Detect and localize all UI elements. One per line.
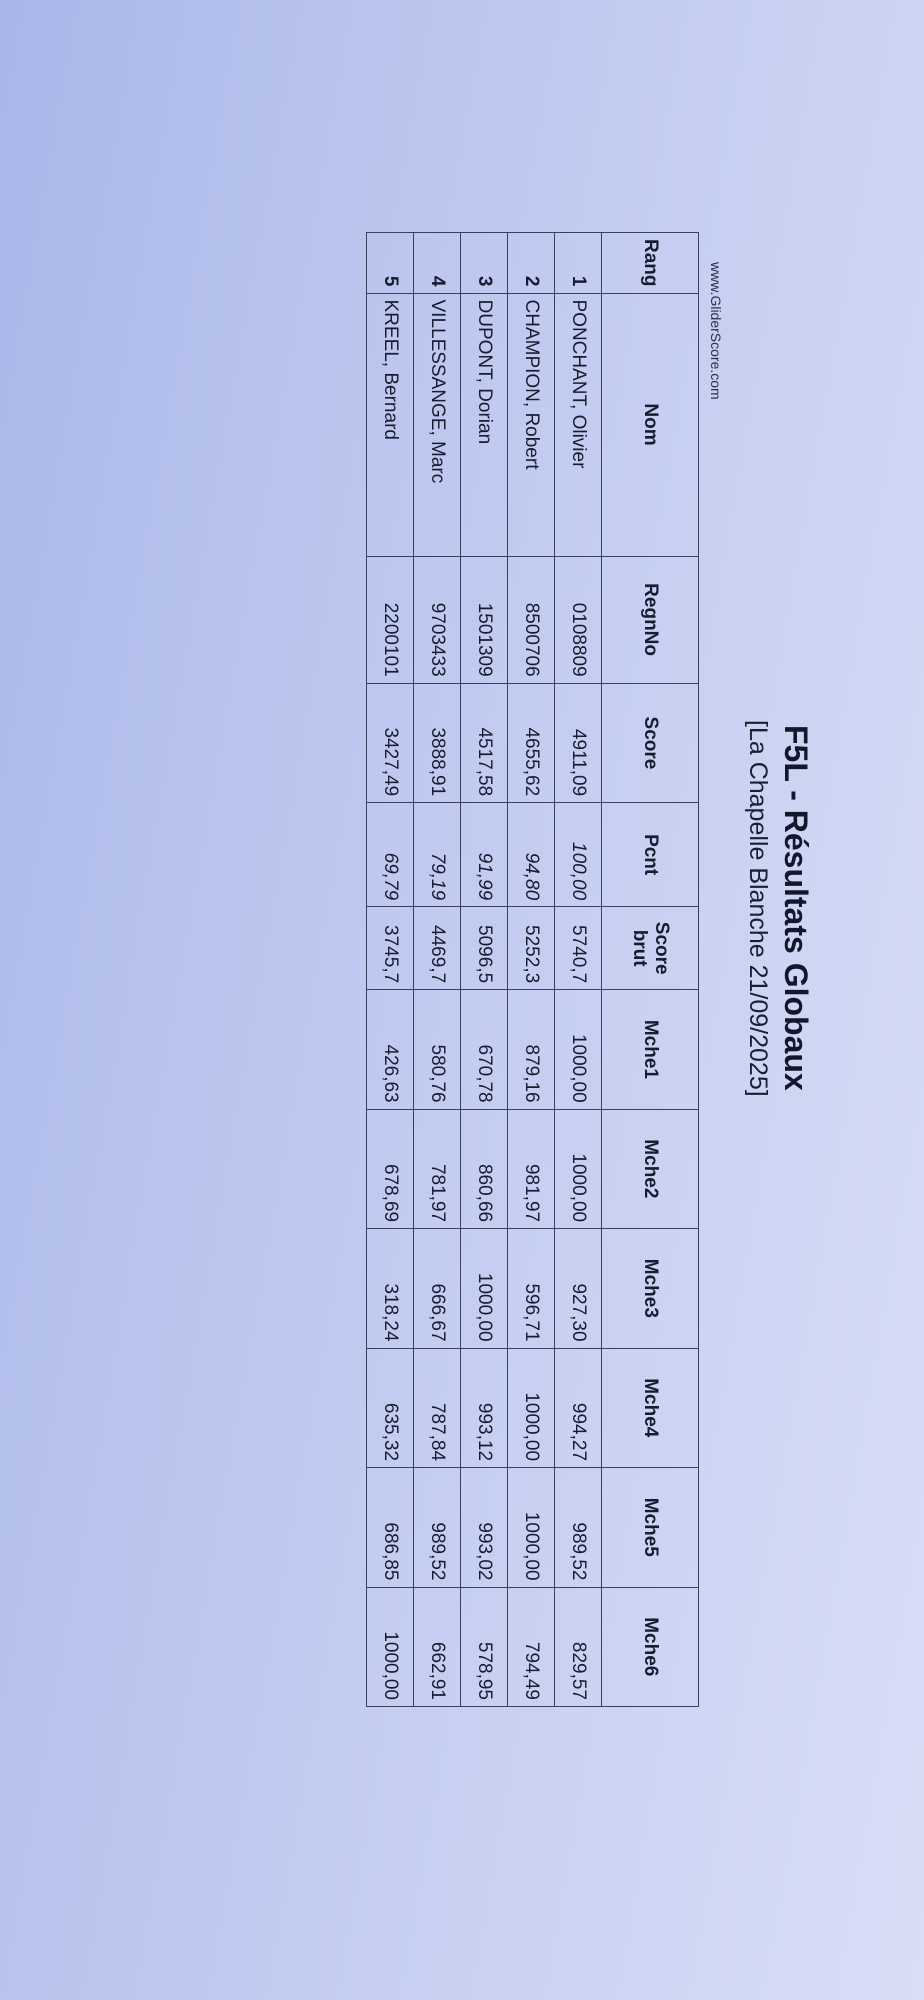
cell-mche2: 1000,00 xyxy=(555,1109,602,1228)
table-row xyxy=(555,233,602,1707)
cell-mche6: 662,91 xyxy=(414,1587,461,1706)
cell-mche3: 1000,00 xyxy=(461,1229,508,1348)
cell-regnno: 1501309 xyxy=(461,556,508,683)
table-row xyxy=(367,233,414,1707)
cell-mche2: 678,69 xyxy=(367,1109,414,1228)
header-rang: Rang xyxy=(602,233,699,294)
cell-mche4: 994,27 xyxy=(555,1348,602,1467)
cell-regnno: 2200101 xyxy=(367,556,414,683)
cell-mche5: 686,85 xyxy=(367,1468,414,1587)
cell-mche1: 1000,00 xyxy=(555,990,602,1109)
cell-score: 3888,91 xyxy=(414,683,461,802)
cell-rang: 2 xyxy=(508,233,555,294)
cell-nom: DUPONT, Dorian xyxy=(461,293,508,556)
cell-mche3: 666,67 xyxy=(414,1229,461,1348)
cell-mche6: 1000,00 xyxy=(367,1587,414,1706)
cell-pcnt: 91,99 xyxy=(461,803,508,907)
source-url: www.GliderScore.com xyxy=(708,262,724,400)
cell-nom: PONCHANT, Olivier xyxy=(555,293,602,556)
document-title: F5L - Résultats Globaux xyxy=(778,725,814,1091)
cell-mche4: 787,84 xyxy=(414,1348,461,1467)
cell-rang: 1 xyxy=(555,233,602,294)
header-mche1: Mche1 xyxy=(602,990,699,1109)
cell-score: 4655,62 xyxy=(508,683,555,802)
cell-score-brut: 5740,7 xyxy=(555,907,602,990)
cell-mche3: 596,71 xyxy=(508,1229,555,1348)
header-score: Score xyxy=(602,683,699,802)
cell-pcnt: 69,79 xyxy=(367,803,414,907)
cell-mche4: 1000,00 xyxy=(508,1348,555,1467)
cell-mche2: 781,97 xyxy=(414,1109,461,1228)
header-mche6: Mche6 xyxy=(602,1587,699,1706)
cell-rang: 3 xyxy=(461,233,508,294)
header-score-brut: Score brut xyxy=(602,907,699,990)
table-header-row xyxy=(602,233,699,1707)
header-mche5: Mche5 xyxy=(602,1468,699,1587)
cell-score-brut: 3745,7 xyxy=(367,907,414,990)
cell-mche3: 318,24 xyxy=(367,1229,414,1348)
cell-pcnt: 94,80 xyxy=(508,803,555,907)
results-table xyxy=(366,232,699,1707)
cell-score-brut: 4469,7 xyxy=(414,907,461,990)
header-nom: Nom xyxy=(602,293,699,556)
cell-mche6: 829,57 xyxy=(555,1587,602,1706)
cell-score: 4911,09 xyxy=(555,683,602,802)
header-regnno: RegnNo xyxy=(602,556,699,683)
cell-regnno: 0108809 xyxy=(555,556,602,683)
cell-mche6: 578,95 xyxy=(461,1587,508,1706)
cell-mche5: 993,02 xyxy=(461,1468,508,1587)
cell-nom: CHAMPION, Robert xyxy=(508,293,555,556)
cell-regnno: 9703433 xyxy=(414,556,461,683)
cell-mche1: 426,63 xyxy=(367,990,414,1109)
cell-mche5: 989,52 xyxy=(555,1468,602,1587)
cell-mche5: 989,52 xyxy=(414,1468,461,1587)
cell-rang: 4 xyxy=(414,233,461,294)
cell-mche4: 635,32 xyxy=(367,1348,414,1467)
table-row xyxy=(508,233,555,1707)
cell-mche1: 670,78 xyxy=(461,990,508,1109)
cell-mche3: 927,30 xyxy=(555,1229,602,1348)
table-row xyxy=(461,233,508,1707)
header-mche4: Mche4 xyxy=(602,1348,699,1467)
cell-score: 4517,58 xyxy=(461,683,508,802)
header-pcnt: Pcnt xyxy=(602,803,699,907)
table-row xyxy=(414,233,461,1707)
cell-regnno: 8500706 xyxy=(508,556,555,683)
document-subtitle: [La Chapelle Blanche 21/09/2025] xyxy=(744,720,772,1097)
header-mche3: Mche3 xyxy=(602,1229,699,1348)
cell-pcnt: 79,19 xyxy=(414,803,461,907)
cell-mche4: 993,12 xyxy=(461,1348,508,1467)
cell-pcnt: 100,00 xyxy=(555,803,602,907)
cell-mche1: 580,76 xyxy=(414,990,461,1109)
cell-nom: VILLESSANGE, Marc xyxy=(414,293,461,556)
cell-mche1: 879,16 xyxy=(508,990,555,1109)
cell-score-brut: 5252,3 xyxy=(508,907,555,990)
cell-mche2: 860,66 xyxy=(461,1109,508,1228)
header-mche2: Mche2 xyxy=(602,1109,699,1228)
cell-nom: KREEL, Bernard xyxy=(367,293,414,556)
cell-rang: 5 xyxy=(367,233,414,294)
cell-mche2: 981,97 xyxy=(508,1109,555,1228)
cell-score: 3427,49 xyxy=(367,683,414,802)
cell-score-brut: 5096,5 xyxy=(461,907,508,990)
cell-mche6: 794,49 xyxy=(508,1587,555,1706)
cell-mche5: 1000,00 xyxy=(508,1468,555,1587)
